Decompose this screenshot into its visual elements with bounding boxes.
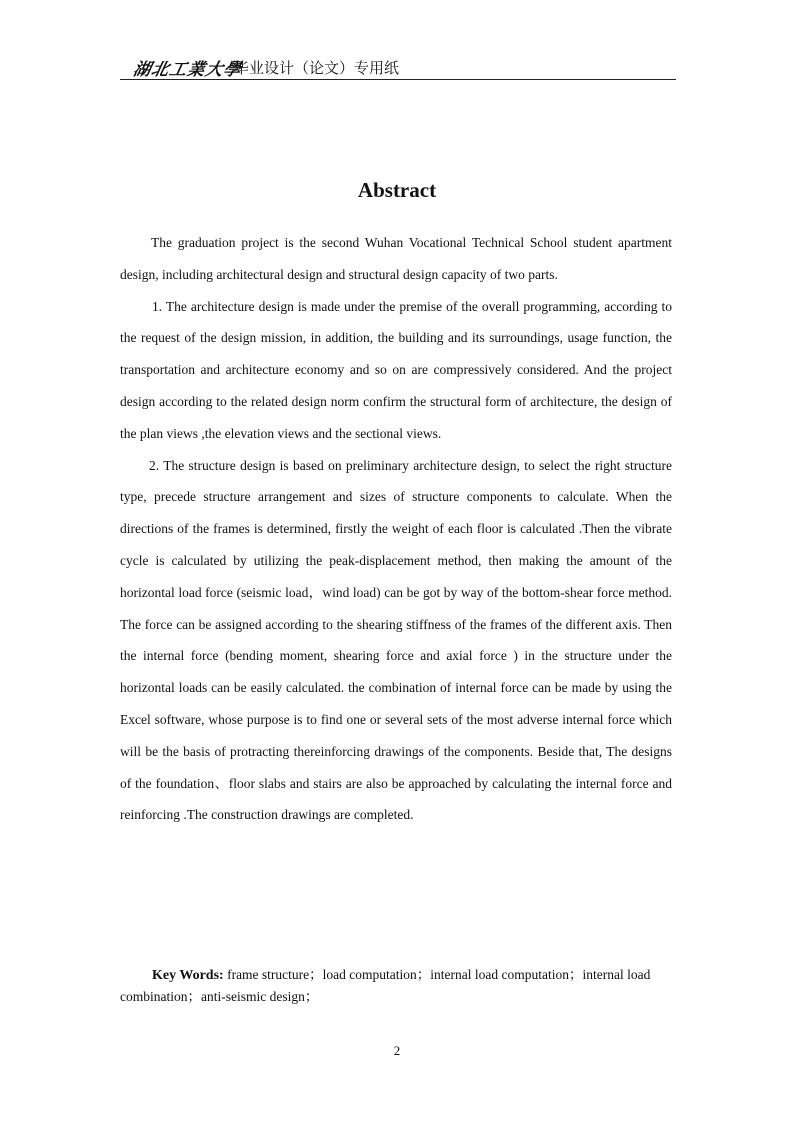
- page-number: 2: [393, 1043, 401, 1058]
- abstract-paragraph-structure: 2. The structure design is based on preliminary architecture design, to select the right structure type, precede structure arrangement and sizes of structure components to calculate. When the directions of the frames is determined, firstly the weight of each floor is calculated .Then the vibrate cycle is calculated by utilizing the peak-displacement method, then making the amount of the horizontal load force (seismic load，wind load) can be got by way of the bottom-shear force method. The force can be assigned according to the shearing stiffness of the frames of the different axis. Then the internal force (bending moment, shearing force and axial force ) in the structure under the horizontal loads can be easily calculated. the combination of internal force can be made by using the Excel software, whose purpose is to find one or several sets of the most adverse internal force which will be the basis of protracting thereinforcing drawings of the components. Beside that, The designs of the foundation、floor slabs and stairs are also be approached by calculating the internal force and reinforcing .The construction drawings are completed.: [120, 457, 672, 823]
- keywords-line: [120, 964, 680, 1007]
- abstract-body: [120, 227, 672, 831]
- school-logo: 湖北工業大學: [131, 60, 244, 80]
- header-subtitle: 毕业设计（论文）专用纸: [234, 59, 400, 77]
- abstract-paragraph-intro: The graduation project is the second Wuhan Vocational Technical School student apartment design, including architectural design and structural design capacity of two parts.: [120, 235, 672, 282]
- abstract-paragraph-architecture: 1. The architecture design is made under the premise of the overall programming, according to the request of the design mission, in addition, the building and its surroundings, usage function, the transportation and architecture economy and so on are compressively considered. And the project design according to the related design norm confirm the structural form of architecture, the design of the plan views ,the elevation views and the sectional views.: [120, 298, 672, 441]
- keywords-label: Key Words:: [152, 968, 224, 983]
- keywords-text: frame structure；load computation；internal load computation；internal load combination；anti-seismic design；: [120, 967, 651, 1004]
- abstract-title: Abstract: [357, 178, 437, 202]
- page-header: [120, 53, 676, 80]
